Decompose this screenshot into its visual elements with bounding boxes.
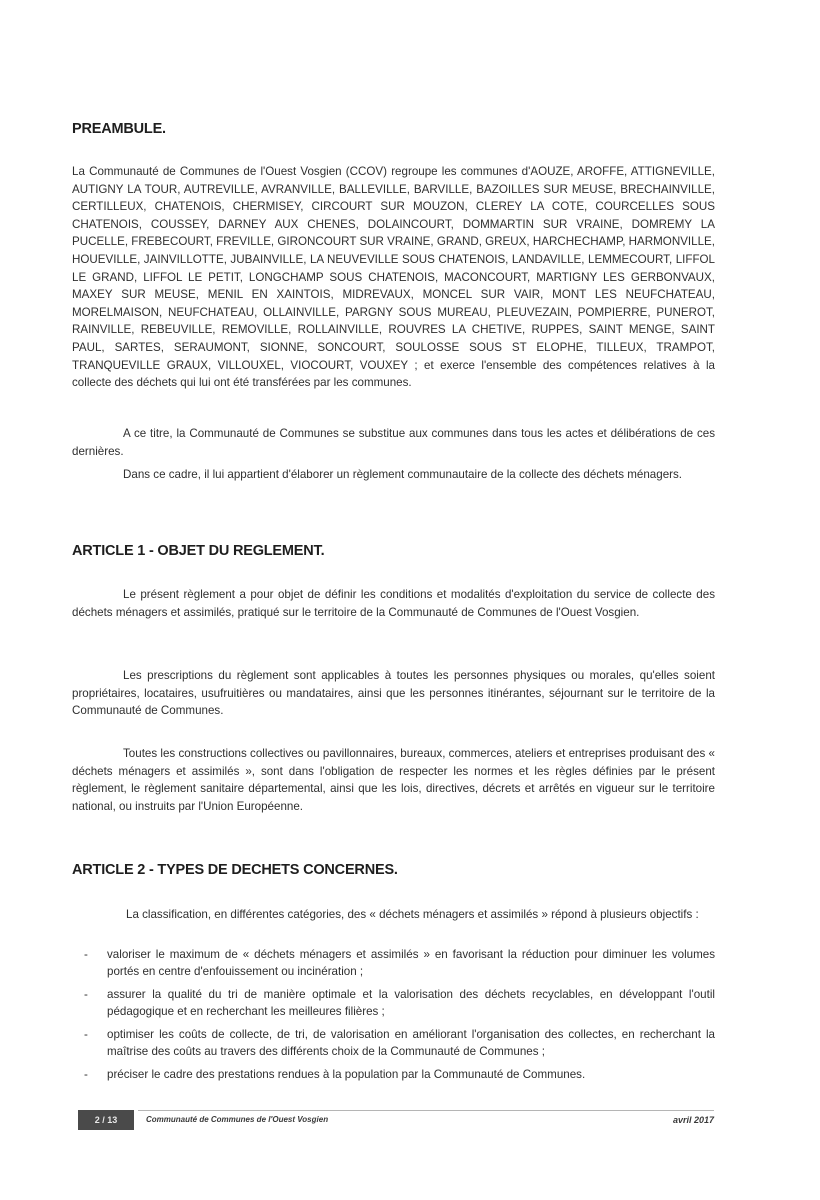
bullet-marker: - [84,1068,88,1081]
preamble-paragraph-framework: Dans ce cadre, il lui appartient d'élaborer un règlement communautaire de la collecte des déchets ménagers. [123,468,683,481]
list-item: - optimiser les coûts de collecte, de tri, de valorisation en améliorant l'organisation des collectes, en recherchant la maîtrise des coûts au travers des différents choix de la Communauté de Communes ; [84,1028,715,1058]
list-item: - assurer la qualité du tri de manière optimale et la valorisation des déchets recyclables, en développant l'outil pédagogique et en recherchant les meilleures filières ; [84,988,715,1018]
bullet-marker: - [84,1028,88,1041]
footer-date: avril 2017 [672,1115,714,1125]
footer-organization: Communauté de Communes de l'Ouest Vosgien [146,1115,329,1124]
article1-paragraph-object: Le présent règlement a pour objet de définir les conditions et modalités d'exploitation du service de collecte des déchets ménagers et assimilés, pratiqué sur le territoire de la Communauté de Communes de l'Ouest Vosgien. [72,588,715,619]
list-item: - valoriser le maximum de « déchets ménagers et assimilés » en favorisant la réduction pour diminuer les volumes portés en centre d'enfouissement ou incinération ; [84,948,715,978]
preamble-heading: PREAMBULE. [72,121,166,137]
page-footer [78,1108,714,1134]
article1-paragraph-scope: Les prescriptions du règlement sont applicables à toutes les personnes physiques ou morales, qu'elles soient propriétaires, locataires, usufruitières ou mandataires, ainsi que les personnes itinérantes, séjournant sur le territoire de la Communauté de Communes. [72,669,715,718]
preamble-paragraph-communes: La Communauté de Communes de l'Ouest Vosgien (CCOV) regroupe les communes d'AOUZE, AROFFE, ATTIGNEVILLE, AUTIGNY LA TOUR, AUTREVILLE, AVRANVILLE, BALLEVILLE, BARVILLE, BAZOILLES SUR MEUSE, BRECHAINVILLE, CERTILLEUX, CHATENOIS, CHERMISEY, CIRCOURT SUR MOUZON, CLEREY LA COTE, COURCELLES SOUS CHATENOIS, COUSSEY, DARNEY AUX CHENES, DOLAINCOURT, DOMMARTIN SUR VRAINE, DOMREMY LA PUCELLE, FREBECOURT, FREVILLE, GIRONCOURT SUR VRAINE, GRAND, GREUX, HARCHECHAMP, HARMONVILLE, HOUEVILLE, JAINVILLOTTE, JUBAINVILLE, LA NEUVEVILLE SOUS CHATENOIS, LANDAVILLE, LEMMECOURT, LIFFOL LE GRAND, LIFFOL LE PETIT, LONGCHAMP SOUS CHATENOIS, MACONCOURT, MARTIGNY LES GERBONVAUX, MAXEY SUR MEUSE, MENIL EN XAINTOIS, MIDREVAUX, MONCEL SUR VAIR, MONT LES NEUFCHATEAU, MORELMAISON, NEUFCHATEAU, OLLAINVILLE, PARGNY SOUS MUREAU, PLEUVEZAIN, POMPIERRE, PUNEROT, RAINVILLE, REBEUVILLE, REMOVILLE, ROLLAINVILLE, ROUVRES LA CHETIVE, RUPPES, SAINT MENGE, SAINT PAUL, SARTES, SERAUMONT, SIONNE, SONCOURT, SOULOSSE SOUS ST ELOPHE, TILLEUX, TRAMPOT, TRANQUEVILLE GRAUX, VILLOUXEL, VIOCOURT, VOUXEY ; et exerce l'ensemble des compétences relatives à la collecte des déchets qui lui ont été transférées par les communes. [72,165,715,390]
bullet-marker: - [84,948,88,961]
list-item: - préciser le cadre des prestations rendues à la population par la Communauté de Communes. [84,1068,586,1081]
article1-paragraph-constructions: Toutes les constructions collectives ou pavillonnaires, bureaux, commerces, ateliers et entreprises produisant des « déchets ménagers et assimilés », sont dans l'obligation de respecter les normes et les règles définies par le présent règlement, le règlement sanitaire départemental, ainsi que les lois, directives, décrets et arrêtés en vigueur sur le territoire national, ou instruits par l'Union Européenne. [72,747,715,813]
footer-divider [138,1110,714,1111]
article1-heading: ARTICLE 1 - OBJET DU REGLEMENT. [72,543,325,559]
preamble-paragraph-substitution: A ce titre, la Communauté de Communes se substitue aux communes dans tous les actes et délibérations de ces dernières. [72,427,715,458]
article2-intro: La classification, en différentes catégories, des « déchets ménagers et assimilés » répond à plusieurs objectifs : [126,908,699,921]
article2-heading: ARTICLE 2 - TYPES DE DECHETS CONCERNES. [72,862,398,878]
bullet-marker: - [84,988,88,1001]
article2-objectives-list [72,946,715,1089]
page-number: 2 / 13 [78,1110,134,1130]
